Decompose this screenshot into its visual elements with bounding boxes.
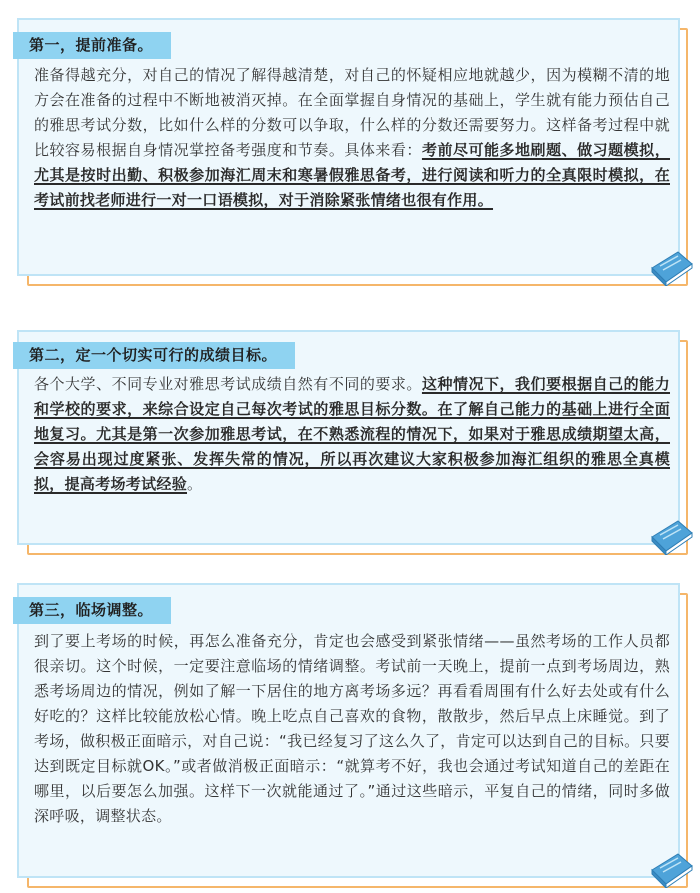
body-text: 到了要上考场的时候，再怎么准备充分，肯定也会感受到紧张情绪——虽然考场的工作人员都很亲切。这个时候，一定要注意临场的情绪调整。考试前一天晚上，提前一点到考场周边，熟悉考场周边的情况，例如了解一下居住的地方离考场多远？再看看周围有什么好去处或有什么好吃的？这样比较能放松心情。晚上吃点自己喜欢的食物，散散步，然后早点上床睡觉。到了考场，做积极正面暗示，对自己说：“我已经复习了这么久了，肯定可以达到自己的目标。只要达到既定目标就OK。”或者做消极正面暗示：“就算考不好，我也会通过考试知道自己的差距在哪里，以后要怎么加强。这样下一次就能通过了。”通过这些暗示，平复自己的情绪，同时多做深呼吸，调整状态。 — [34, 632, 670, 825]
book-icon — [648, 246, 694, 286]
section-body — [34, 372, 670, 497]
section-card-1 — [0, 18, 700, 286]
body-emphasis: 考前尽可能多地刷题、做习题模拟，尤其是按时出勤、积极参加海汇周末和寒暑假雅思备考，进行阅读和听力的全真限时模拟，在考试前找老师进行一对一口语模拟，对于消除紧张情绪也很有作用。 — [34, 141, 670, 209]
section-card-2 — [0, 330, 700, 555]
section-title: 第二，定一个切实可行的成绩目标。 — [13, 342, 295, 369]
section-title: 第三，临场调整。 — [13, 597, 171, 624]
section-title: 第一，提前准备。 — [13, 32, 171, 59]
section-card-3 — [0, 583, 700, 888]
body-text: 准备得越充分，对自己的情况了解得越清楚，对自己的怀疑相应地就越少，因为模糊不清的地方会在准备的过程中不断地被消灭掉。在全面掌握自身情况的基础上，学生就有能力预估自己的雅思考试分数，比如什么样的分数可以争取，什么样的分数还需要努力。这样备考过程中就比较容易根据自身情况掌控备考强度和节奏。具体来看： — [34, 66, 670, 159]
book-icon — [648, 848, 694, 888]
body-tail: 。 — [187, 475, 203, 493]
body-emphasis: 这种情况下，我们要根据自己的能力和学校的要求，来综合设定自己每次考试的雅思目标分数。在了解自己能力的基础上进行全面地复习。尤其是第一次参加雅思考试，在不熟悉流程的情况下，如果对于雅思成绩期望太高，会容易出现过度紧张、发挥失常的情况，所以再次建议大家积极参加海汇组织的雅思全真模拟，提高考场考试经验 — [34, 375, 670, 493]
section-body — [34, 63, 670, 213]
section-body — [34, 629, 670, 829]
body-text: 各个大学、不同专业对雅思考试成绩自然有不同的要求。 — [34, 375, 422, 393]
book-icon — [648, 515, 694, 555]
